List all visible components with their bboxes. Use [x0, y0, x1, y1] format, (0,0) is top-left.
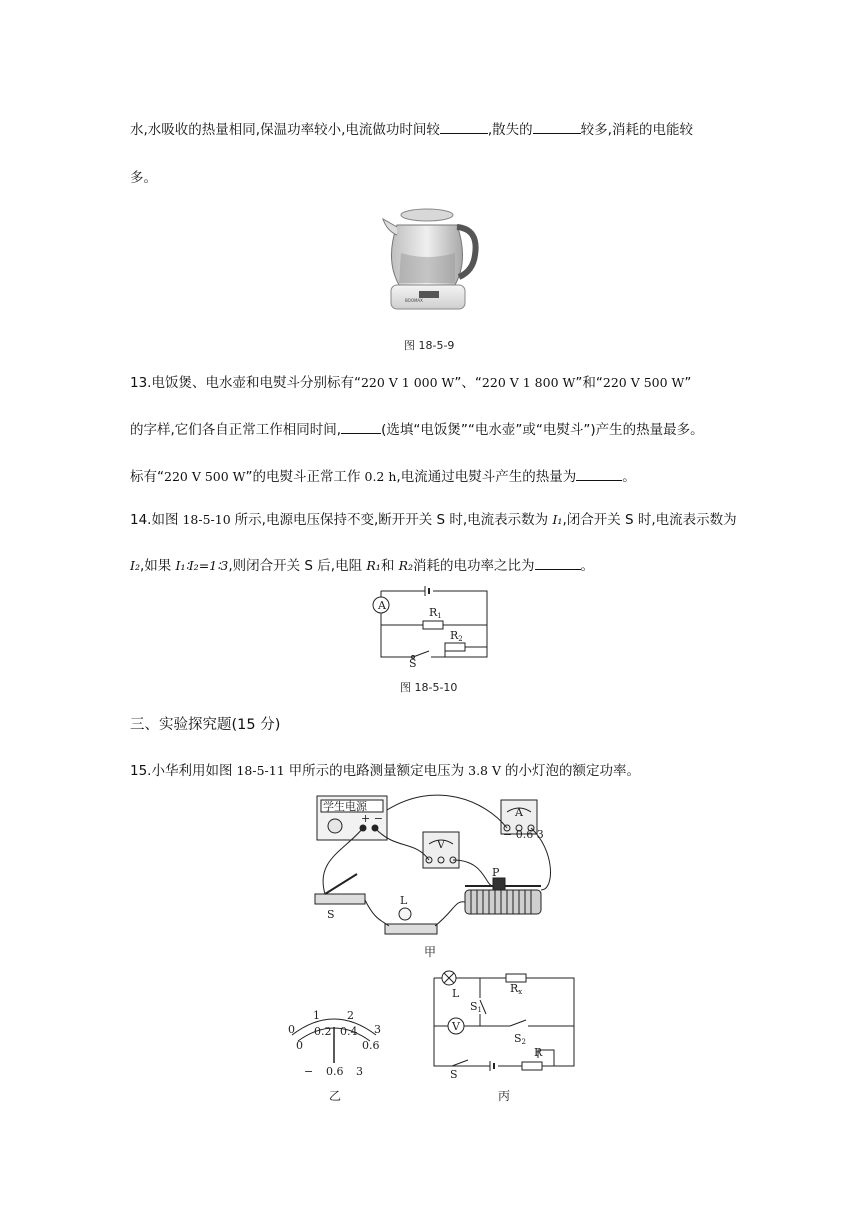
svg-text:0.4: 0.4: [340, 1025, 358, 1038]
switch-label: S: [409, 657, 417, 670]
svg-text:0.6: 0.6: [362, 1039, 380, 1052]
answer-blank: [341, 419, 381, 434]
q14-text: 所示,电源电压保持不变,断开开关 S 时,电流表示数为: [234, 512, 553, 528]
voltmeter-label: V: [437, 838, 445, 851]
svg-text:S1: S1: [470, 1000, 483, 1014]
q15-line: [130, 759, 640, 779]
r1-label: R1: [429, 606, 442, 620]
q15-text: 的小灯泡的额定功率。: [504, 763, 640, 779]
figure-label-bing: 丙: [498, 1089, 511, 1103]
q14-text: ,如果: [139, 558, 176, 574]
q13-line3: [130, 465, 636, 485]
supply-terminals: + −: [361, 812, 383, 825]
circuit-bing: [428, 970, 580, 1081]
q13-text: ,电流通过电熨斗产生的热量为: [396, 469, 577, 485]
q12-text-end: 多。: [130, 170, 157, 186]
q13-text: (选填“电饭煲”“电水壶”或“电熨斗”)产生的热量最多。: [381, 422, 704, 438]
q15-text: 15.小华利用如图: [130, 763, 233, 779]
voltage-value: 3.8 V: [464, 763, 505, 778]
figure-label-yi: 乙: [329, 1089, 342, 1103]
q15-text: 甲所示的电路测量额定电压为: [288, 763, 465, 779]
svg-text:3: 3: [356, 1065, 363, 1078]
voltmeter-label: V: [452, 1020, 460, 1033]
slider-label: P: [492, 866, 500, 879]
answer-blank: [535, 555, 581, 570]
rheostat-label: R: [534, 1046, 543, 1059]
svg-text:1: 1: [313, 1009, 320, 1022]
figure-ref: 18-5-10: [178, 512, 235, 527]
svg-text:0: 0: [288, 1023, 295, 1036]
q13-text: ”: [684, 375, 692, 391]
q13-text: ”、“: [454, 375, 482, 391]
q14-text: 和: [380, 558, 399, 574]
q13-text: 的字样,它们各自正常工作相同时间,: [130, 422, 342, 438]
figure-caption: 图 18-5-9: [404, 339, 455, 352]
symbol-i2: I₂: [130, 558, 140, 573]
symbol-r1: R₁: [366, 558, 381, 573]
q13-text: 13.电饭煲、电水壶和电熨斗分别标有“: [130, 375, 361, 391]
rating-rice-cooker: 220 V 1 000 W: [360, 375, 455, 390]
q12-text-a: 水,水吸收的热量相同,保温功率较小,电流做功时间较: [130, 122, 440, 138]
figure-label-jia: 甲: [424, 945, 437, 959]
answer-blank: [533, 119, 581, 134]
svg-text:−: −: [304, 1065, 314, 1078]
switch-label: S: [327, 908, 335, 921]
rating-kettle: 220 V 1 800 W: [481, 375, 576, 390]
q14-line2: [130, 554, 594, 574]
q13-text: 标有“: [130, 469, 164, 485]
q14-text: ,则闭合开关 S 后,电阻: [228, 558, 367, 574]
q13-text: ”和“: [575, 375, 603, 391]
kettle-display: BOOMAX: [405, 298, 423, 303]
q14-line1: [130, 508, 737, 528]
figure-ref: 18-5-11: [232, 763, 289, 778]
symbol-r2: R₂: [398, 558, 414, 573]
section-title: 三、实验探究题(15 分): [130, 717, 281, 733]
circuit-photo-jia: [305, 790, 555, 950]
q14-text: ,闭合开关 S 时,电流表示数为: [562, 512, 737, 528]
ammeter-label: A: [515, 806, 523, 819]
svg-text:2: 2: [347, 1009, 354, 1022]
rating-iron: 220 V 500 W: [164, 469, 246, 484]
q13-line1: [130, 371, 691, 391]
svg-text:S2: S2: [514, 1032, 527, 1046]
lamp-label: L: [400, 894, 408, 907]
answer-blank: [576, 466, 622, 481]
kettle-figure: [375, 205, 485, 315]
svg-text:0.2: 0.2: [314, 1025, 332, 1038]
time-value: 0.2 h: [360, 469, 397, 484]
q14-text: 消耗的电功率之比为: [413, 558, 535, 574]
svg-text:3: 3: [374, 1023, 381, 1036]
power-supply-label: 学生电源: [323, 800, 367, 813]
r2-label: R2: [450, 629, 463, 643]
lamp-label: L: [452, 987, 460, 1000]
ammeter-label: A: [378, 599, 386, 612]
q14-text: 14.如图: [130, 512, 179, 528]
q14-text: 。: [580, 558, 595, 574]
svg-text:0.6: 0.6: [326, 1065, 344, 1078]
ratio: I₁∶I₂=1∶3: [175, 558, 229, 573]
q13-text: ”的电熨斗正常工作: [245, 469, 361, 485]
meter-dial-yi: [284, 1005, 384, 1095]
figure-caption: 图 18-5-10: [400, 681, 458, 694]
q12-text-b: ,散失的: [487, 122, 533, 138]
q12-text-c: 较多,消耗的电能较: [580, 122, 693, 138]
circuit-18-5-10: [371, 585, 491, 670]
q13-text: 。: [622, 469, 636, 485]
q13-line2: [130, 418, 704, 438]
q12-line1: [130, 118, 693, 138]
switch-label: S: [450, 1068, 458, 1081]
ammeter-terminals: − 0.6 3: [503, 828, 544, 841]
svg-text:0: 0: [296, 1039, 303, 1052]
rating-iron: 220 V 500 W: [602, 375, 685, 390]
svg-text:Rx: Rx: [510, 982, 523, 996]
answer-blank: [440, 119, 488, 134]
q12-line2: [130, 166, 157, 186]
symbol-i1: I₁: [552, 512, 563, 527]
